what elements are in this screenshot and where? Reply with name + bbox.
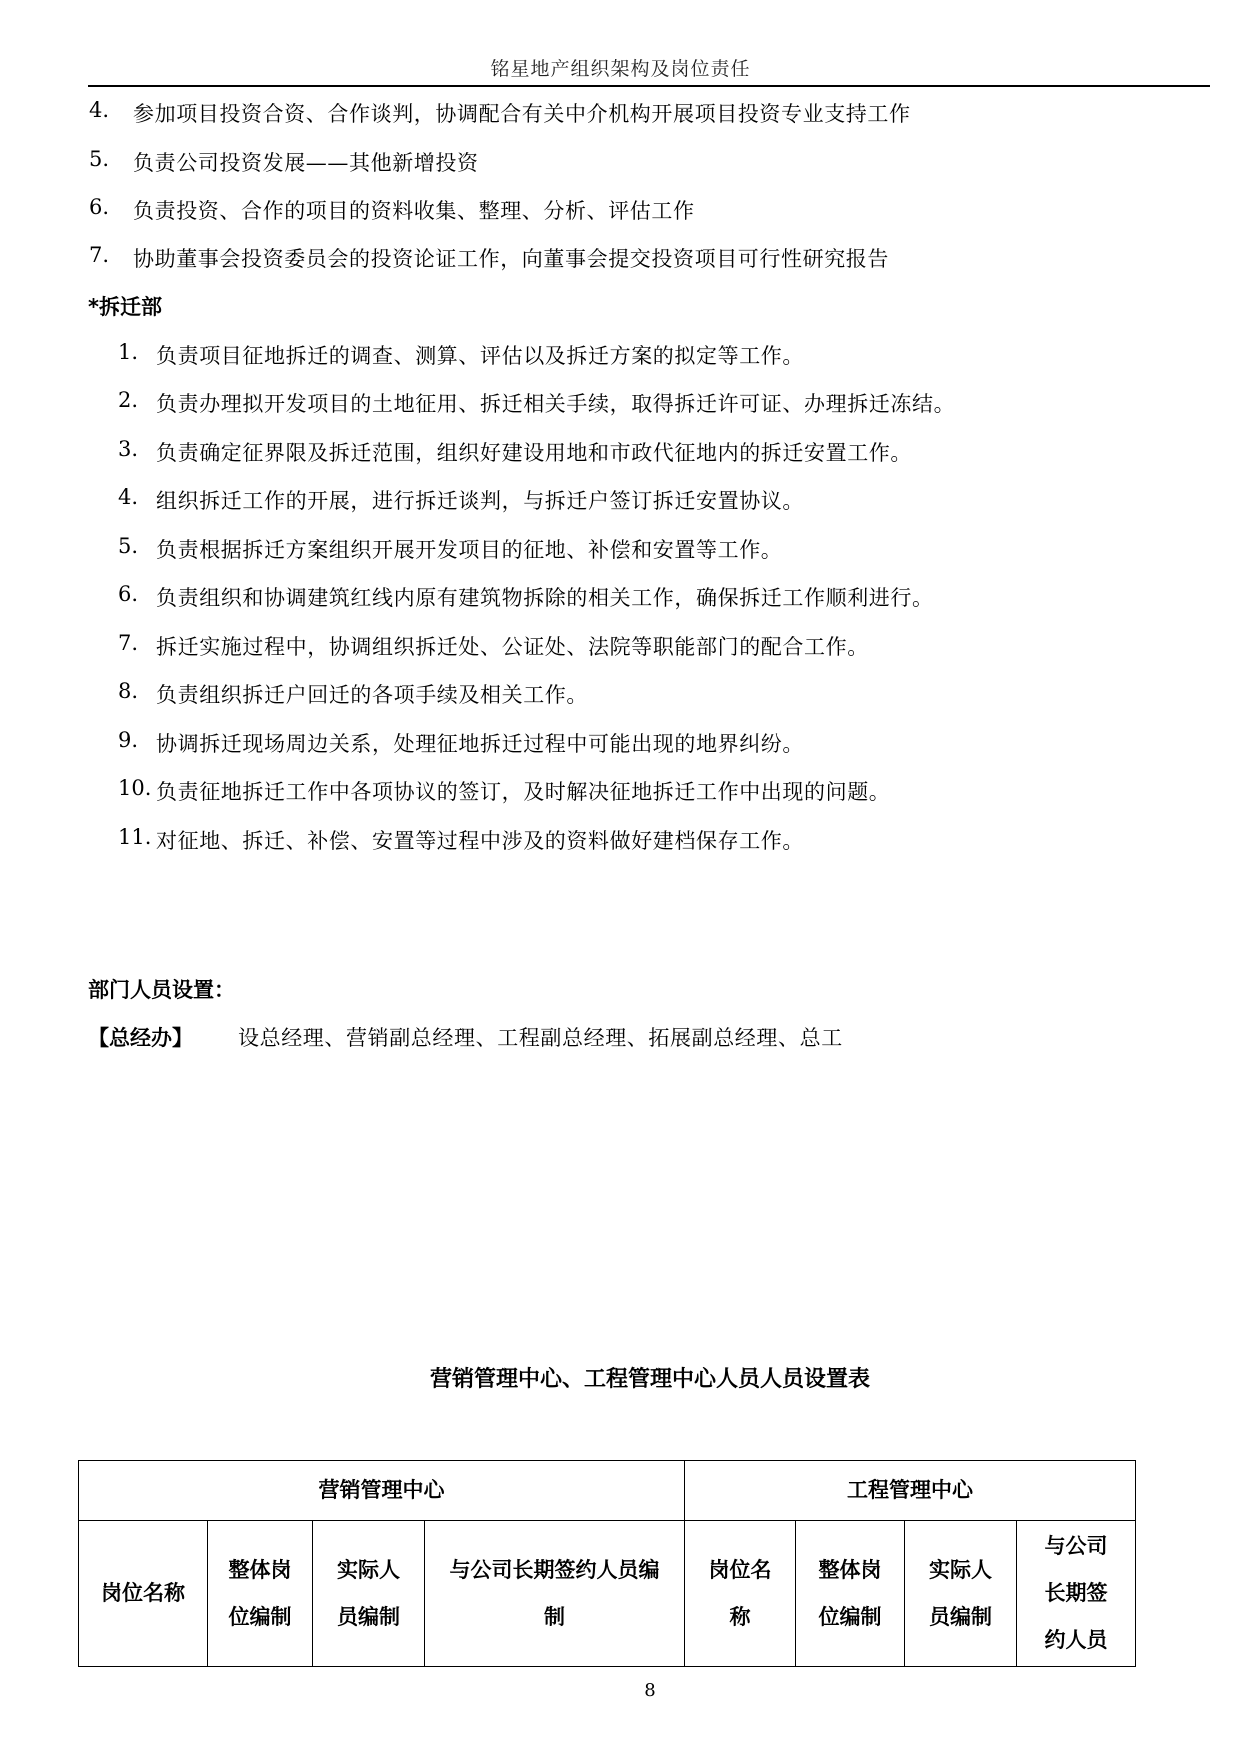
- table-column-header: [208, 1521, 313, 1667]
- table-header-line: 约人员: [1044, 1628, 1108, 1652]
- list-item-text: 负责办理拟开发项目的土地征用、拆迁相关手续，取得拆迁许可证、办理拆迁冻结。: [156, 392, 956, 416]
- list-item-text: 负责组织拆迁户回迁的各项手续及相关工作。: [156, 683, 588, 707]
- table-column-header: [905, 1521, 1017, 1667]
- list-item-text: 负责确定征界限及拆迁范围，组织好建设用地和市政代征地内的拆迁安置工作。: [156, 441, 912, 465]
- section-title-staffing: 部门人员设置：: [88, 978, 235, 1002]
- list-item-number: 1.: [118, 340, 139, 364]
- list-item-number: 5.: [118, 534, 139, 558]
- table-header-line: 与公司长期签约人员编: [449, 1557, 660, 1582]
- list-item-number: 11.: [118, 825, 152, 849]
- list-item-number: 3.: [118, 437, 139, 461]
- list-item-text: 负责征地拆迁工作中各项协议的签订，及时解决征地拆迁工作中出现的问题。: [156, 780, 891, 804]
- table-header-line: 岗位名称: [101, 1581, 185, 1605]
- table-header-line: 整体岗: [818, 1557, 882, 1582]
- list-item-number: 2.: [118, 388, 139, 412]
- table-column-header: [79, 1521, 208, 1667]
- table-header-line: 员编制: [929, 1604, 992, 1629]
- table-column-header: [1017, 1521, 1136, 1667]
- list-item-text: 负责根据拆迁方案组织开展开发项目的征地、补偿和安置等工作。: [156, 538, 783, 562]
- table-column-header: [685, 1521, 796, 1667]
- table-group-header: 营销管理中心: [79, 1461, 685, 1521]
- table-group-header: 工程管理中心: [685, 1461, 1136, 1521]
- list-item-text: 拆迁实施过程中，协调组织拆迁处、公证处、法院等职能部门的配合工作。: [156, 635, 869, 659]
- page-number: 8: [644, 1680, 656, 1701]
- list-item-number: 9.: [118, 728, 139, 752]
- list-item-text: 参加项目投资合资、合作谈判，协调配合有关中介机构开展项目投资专业支持工作: [133, 102, 911, 126]
- list-item-number: 6.: [89, 195, 110, 219]
- list-item-number: 7.: [118, 631, 139, 655]
- table-header-line: 实际人: [929, 1557, 992, 1582]
- gm-office-text: 设总经理、营销副总经理、工程副总经理、拓展副总经理、总工: [238, 1026, 843, 1050]
- list-item-text: 协助董事会投资委员会的投资论证工作，向董事会提交投资项目可行性研究报告: [133, 247, 889, 271]
- table-column-header: [796, 1521, 905, 1667]
- list-item-text: 对征地、拆迁、补偿、安置等过程中涉及的资料做好建档保存工作。: [156, 829, 804, 853]
- list-item-number: 7.: [89, 243, 110, 267]
- list-item-text: 负责组织和协调建筑红线内原有建筑物拆除的相关工作，确保拆迁工作顺利进行。: [156, 586, 934, 610]
- table-header-line: 员编制: [337, 1604, 400, 1629]
- table-header-line: 位编制: [818, 1604, 882, 1629]
- list-item-text: 组织拆迁工作的开展，进行拆迁谈判，与拆迁户签订拆迁安置协议。: [156, 489, 804, 513]
- list-item-number: 5.: [89, 147, 110, 171]
- table-header-line: 制: [544, 1604, 565, 1629]
- header-divider: [88, 85, 1210, 87]
- list-item-text: 负责公司投资发展——其他新增投资: [133, 151, 479, 175]
- table-header-line: 长期签: [1044, 1581, 1108, 1605]
- table-column-header: [313, 1521, 425, 1667]
- table-header-line: 位编制: [228, 1604, 292, 1629]
- table-header-line: 称: [729, 1604, 751, 1629]
- staffing-table: [78, 1460, 1136, 1667]
- list-item-text: 负责项目征地拆迁的调查、测算、评估以及拆迁方案的拟定等工作。: [156, 344, 804, 368]
- table-title: 营销管理中心、工程管理中心人员人员设置表: [429, 1367, 870, 1392]
- table-header-line: 整体岗: [228, 1557, 292, 1582]
- table-header-line: 岗位名: [708, 1557, 772, 1582]
- list-item-text: 协调拆迁现场周边关系，处理征地拆迁过程中可能出现的地界纠纷。: [156, 732, 804, 756]
- table-header-line: 与公司: [1044, 1534, 1108, 1558]
- list-item-number: 4.: [89, 98, 110, 122]
- table-header-line: 实际人: [337, 1557, 400, 1582]
- list-item-number: 8.: [118, 679, 139, 703]
- list-item-text: 负责投资、合作的项目的资料收集、整理、分析、评估工作: [133, 199, 695, 223]
- section-title-demolition: *拆迁部: [88, 295, 162, 319]
- page-header: 铭星地产组织架构及岗位责任: [490, 58, 751, 80]
- list-item-number: 4.: [118, 485, 139, 509]
- table-column-header: [425, 1521, 685, 1667]
- list-item-number: 6.: [118, 582, 139, 606]
- list-item-number: 10.: [118, 776, 152, 800]
- gm-office-label: 【总经办】: [88, 1026, 193, 1050]
